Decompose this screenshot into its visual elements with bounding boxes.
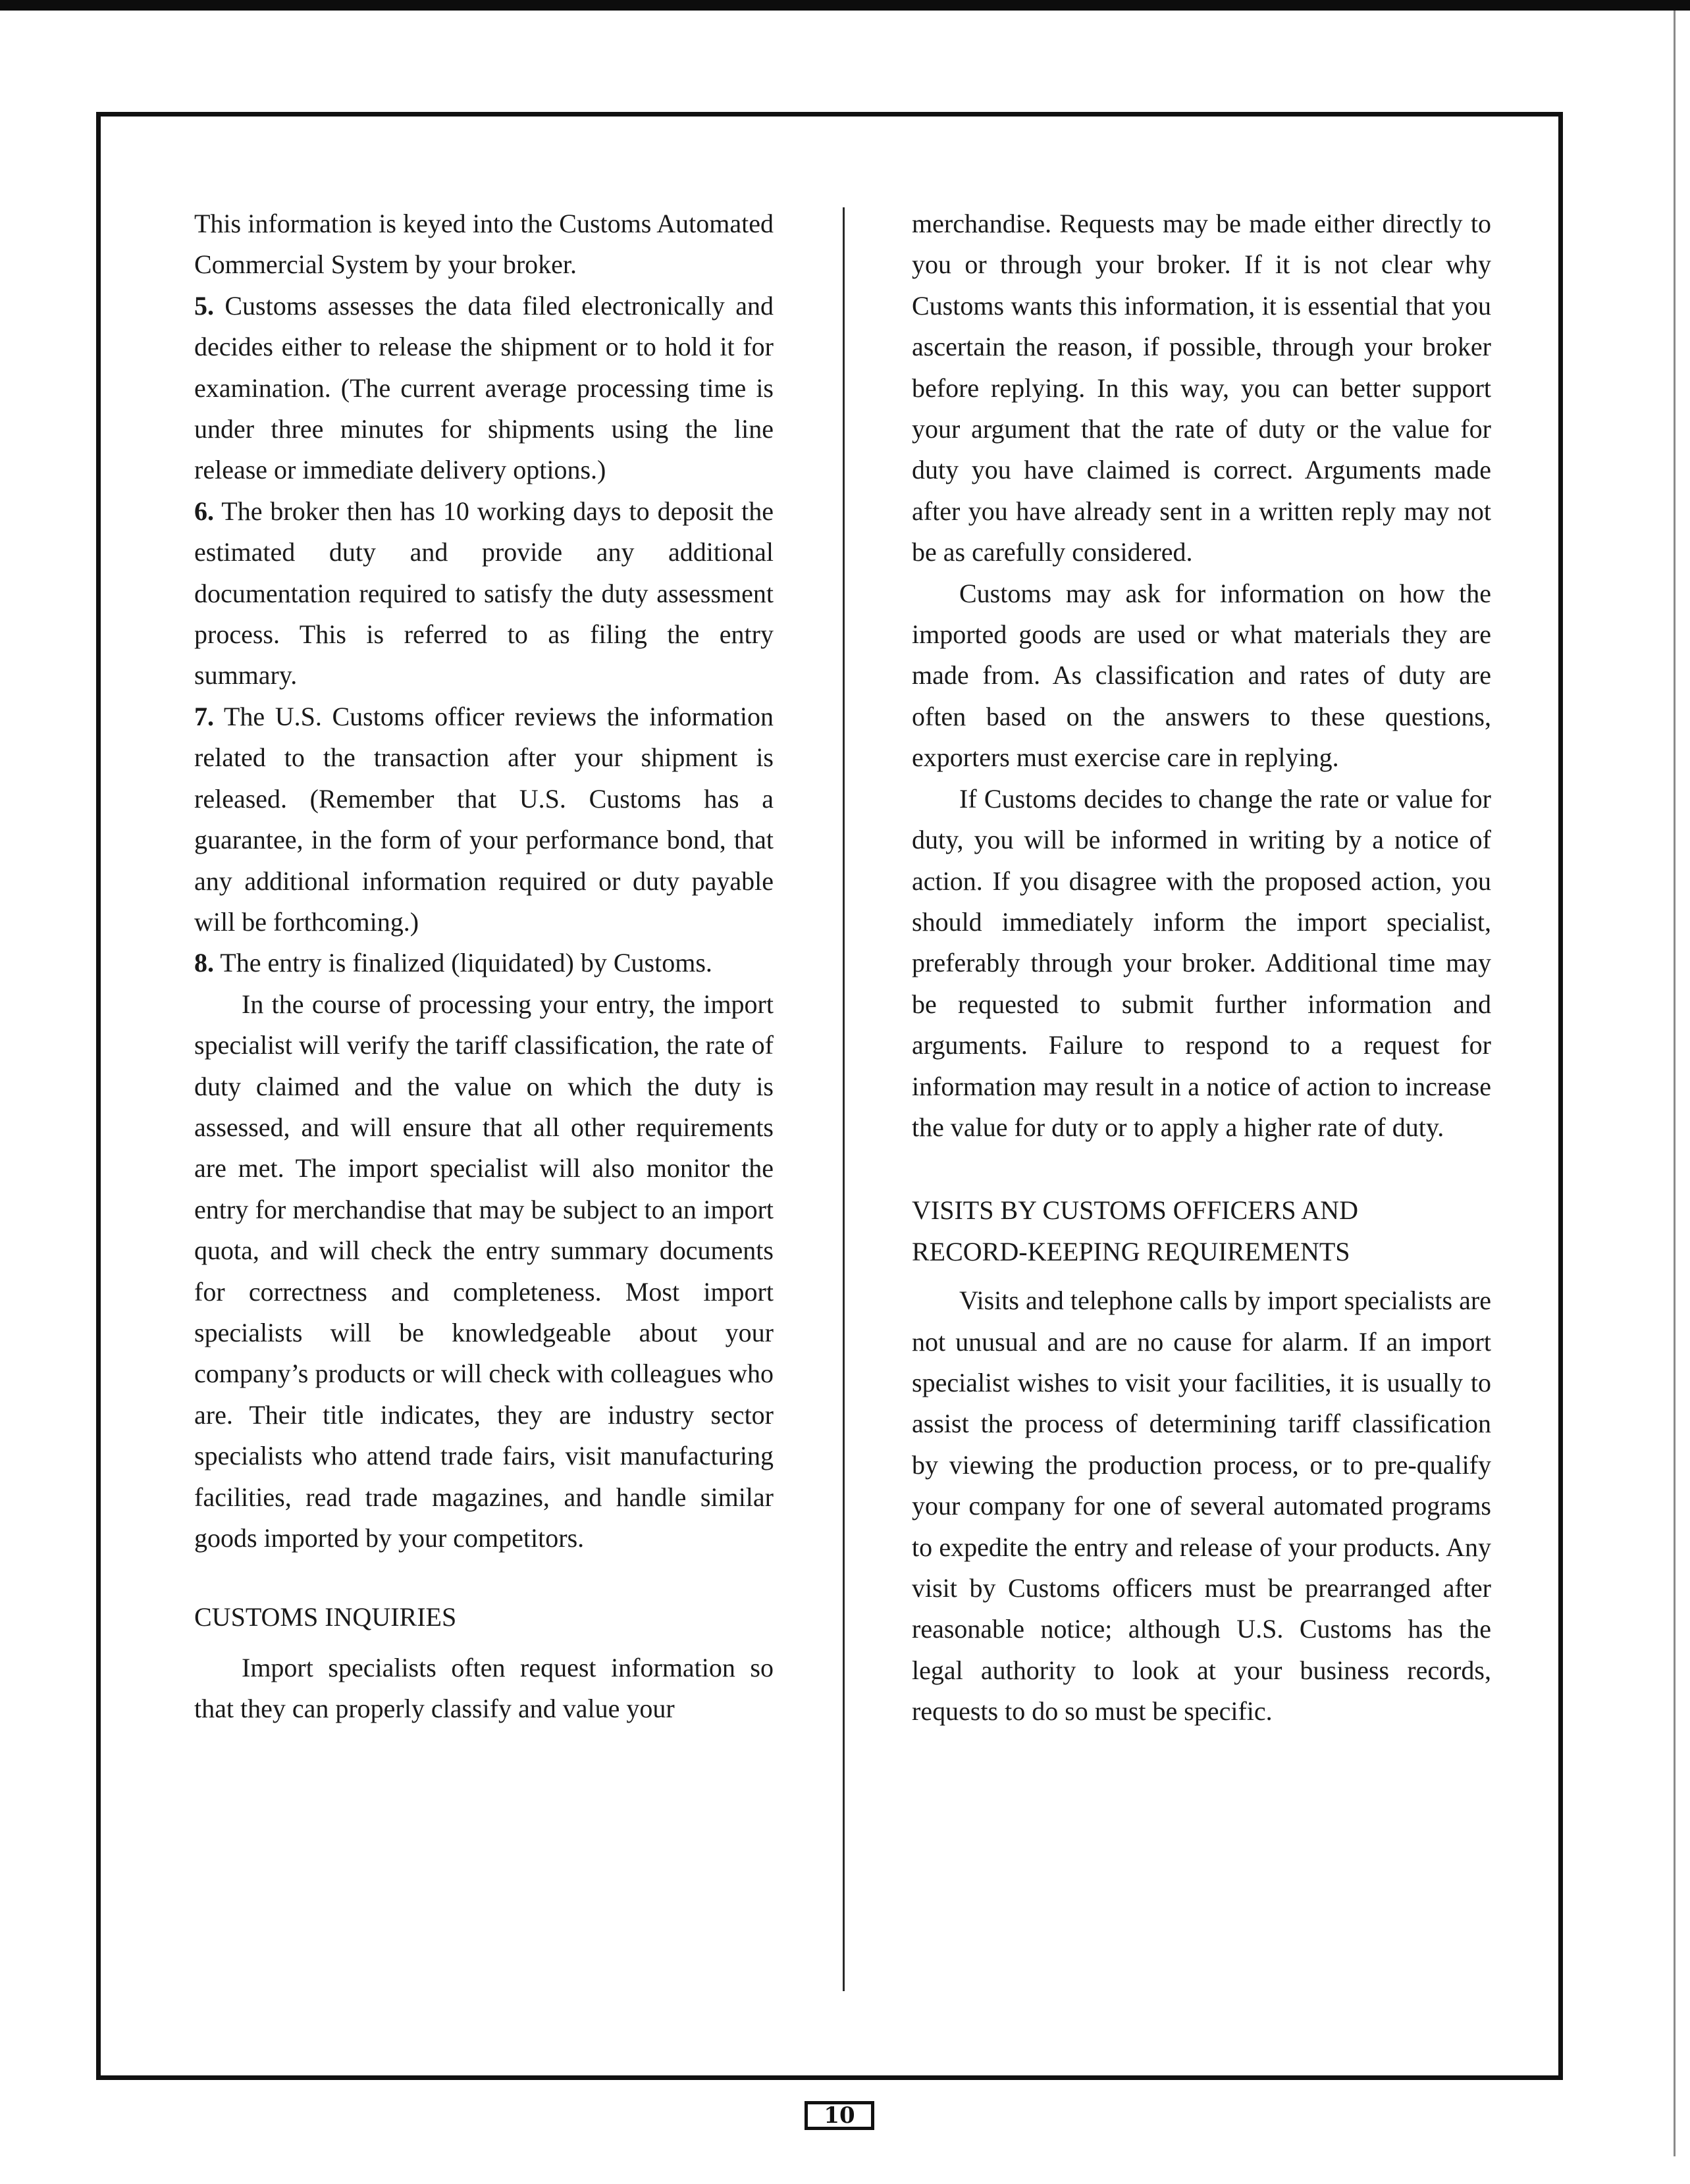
item-number: 8.	[194, 948, 214, 978]
left-paragraph-1: This information is keyed into the Customs Automated Commercial System by your broker.	[194, 209, 774, 280]
right-paragraph-4: Visits and telephone calls by import specialists are not unusual and are no cause for alarm. If an import specialist wishes to visit your facilities, it is usually to assist the process of determining tariff classification by viewing the production process, or to pre-qualify your company for one of several automated programs to expedite the entry and release of your products. Any visit by Customs officers must be prearranged after reasonable notice; although U.S. Customs has the legal authority to look at your business records, requests to do so must be specific.	[912, 1286, 1491, 1727]
list-item-5	[194, 286, 774, 491]
right-paragraph-2: Customs may ask for information on how the imported goods are used or what materials they are made from. As classification and rates of duty are often based on the answers to these questions, exporters must exercise care in replying.	[912, 578, 1491, 773]
top-border-rule	[0, 0, 1690, 11]
heading-line-2: RECORD-KEEPING REQUIREMENTS	[912, 1236, 1350, 1266]
right-paragraph-1: merchandise. Requests may be made either directly to you or through your broker. If it is not clear why Customs wants this information, it is essential that you ascertain the reason, if possible, through your broker before replying. In this way, you can better support your argument that the rate of duty or the value for duty you have claimed is correct. Arguments made after you have already sent in a written reply may not be as carefully considered.	[912, 209, 1491, 567]
left-paragraph-3: Import specialists often request information so that they can properly classify and value your	[194, 1652, 774, 1724]
list-item-8	[194, 943, 774, 983]
left-paragraph-2: In the course of processing your entry, the import specialist will verify the tariff classification, the rate of duty claimed and the value on which the duty is assessed, and will ensure that all other requirements are met. The import specialist will also monitor the entry for merchandise that may be subject to an import quota, and will check the entry summary documents for correctness and completeness. Most import specialists will be knowledgeable about your company’s products or will check with colleagues who are. Their title indicates, they are industry sector specialists who attend trade fairs, visit manufacturing facilities, read trade magazines, and handle similar goods imported by your competitors.	[194, 989, 774, 1553]
item-number: 7.	[194, 701, 214, 731]
item-text: The U.S. Customs officer reviews the information related to the transaction after your shipment is released. (Remember that U.S. Customs has a guarantee, in the form of your performance bond, that any additional information required or duty payable will be forthcoming.)	[194, 701, 774, 937]
section-heading-visits	[912, 1190, 1491, 1272]
item-number: 6.	[194, 496, 214, 526]
item-text: Customs assesses the data filed electronically and decides either to release the shipment or to hold it for examination. (The current average processing time is under three minutes for shipments using the line release or immediate delivery options.)	[194, 290, 774, 485]
section-heading-customs-inquiries: CUSTOMS INQUIRIES	[194, 1602, 457, 1632]
list-item-6	[194, 491, 774, 696]
right-paragraph-3: If Customs decides to change the rate or value for duty, you will be informed in writing by a notice of action. If you disagree with the proposed action, you should immediately inform the import specialist, preferably through your broker. Additional time may be requested to submit further information and arguments. Failure to respond to a request for information may result in a notice of action to increase the value for duty or to apply a higher rate of duty.	[912, 783, 1491, 1142]
left-column	[194, 203, 774, 1730]
heading-line-1: VISITS BY CUSTOMS OFFICERS AND	[912, 1195, 1358, 1226]
right-column	[912, 203, 1491, 1732]
column-divider	[843, 207, 845, 1991]
list-item-7	[194, 696, 774, 943]
page-frame	[96, 112, 1563, 2080]
item-text: The broker then has 10 working days to deposit the estimated duty and provide any additional documentation required to satisfy the duty assessment process. This is referred to as filing the entry summary.	[194, 496, 774, 690]
item-number: 5.	[194, 290, 214, 321]
right-edge-rule	[1674, 11, 1676, 2156]
item-text: The entry is finalized (liquidated) by Customs.	[214, 948, 712, 978]
page-number: 10	[805, 2101, 874, 2130]
